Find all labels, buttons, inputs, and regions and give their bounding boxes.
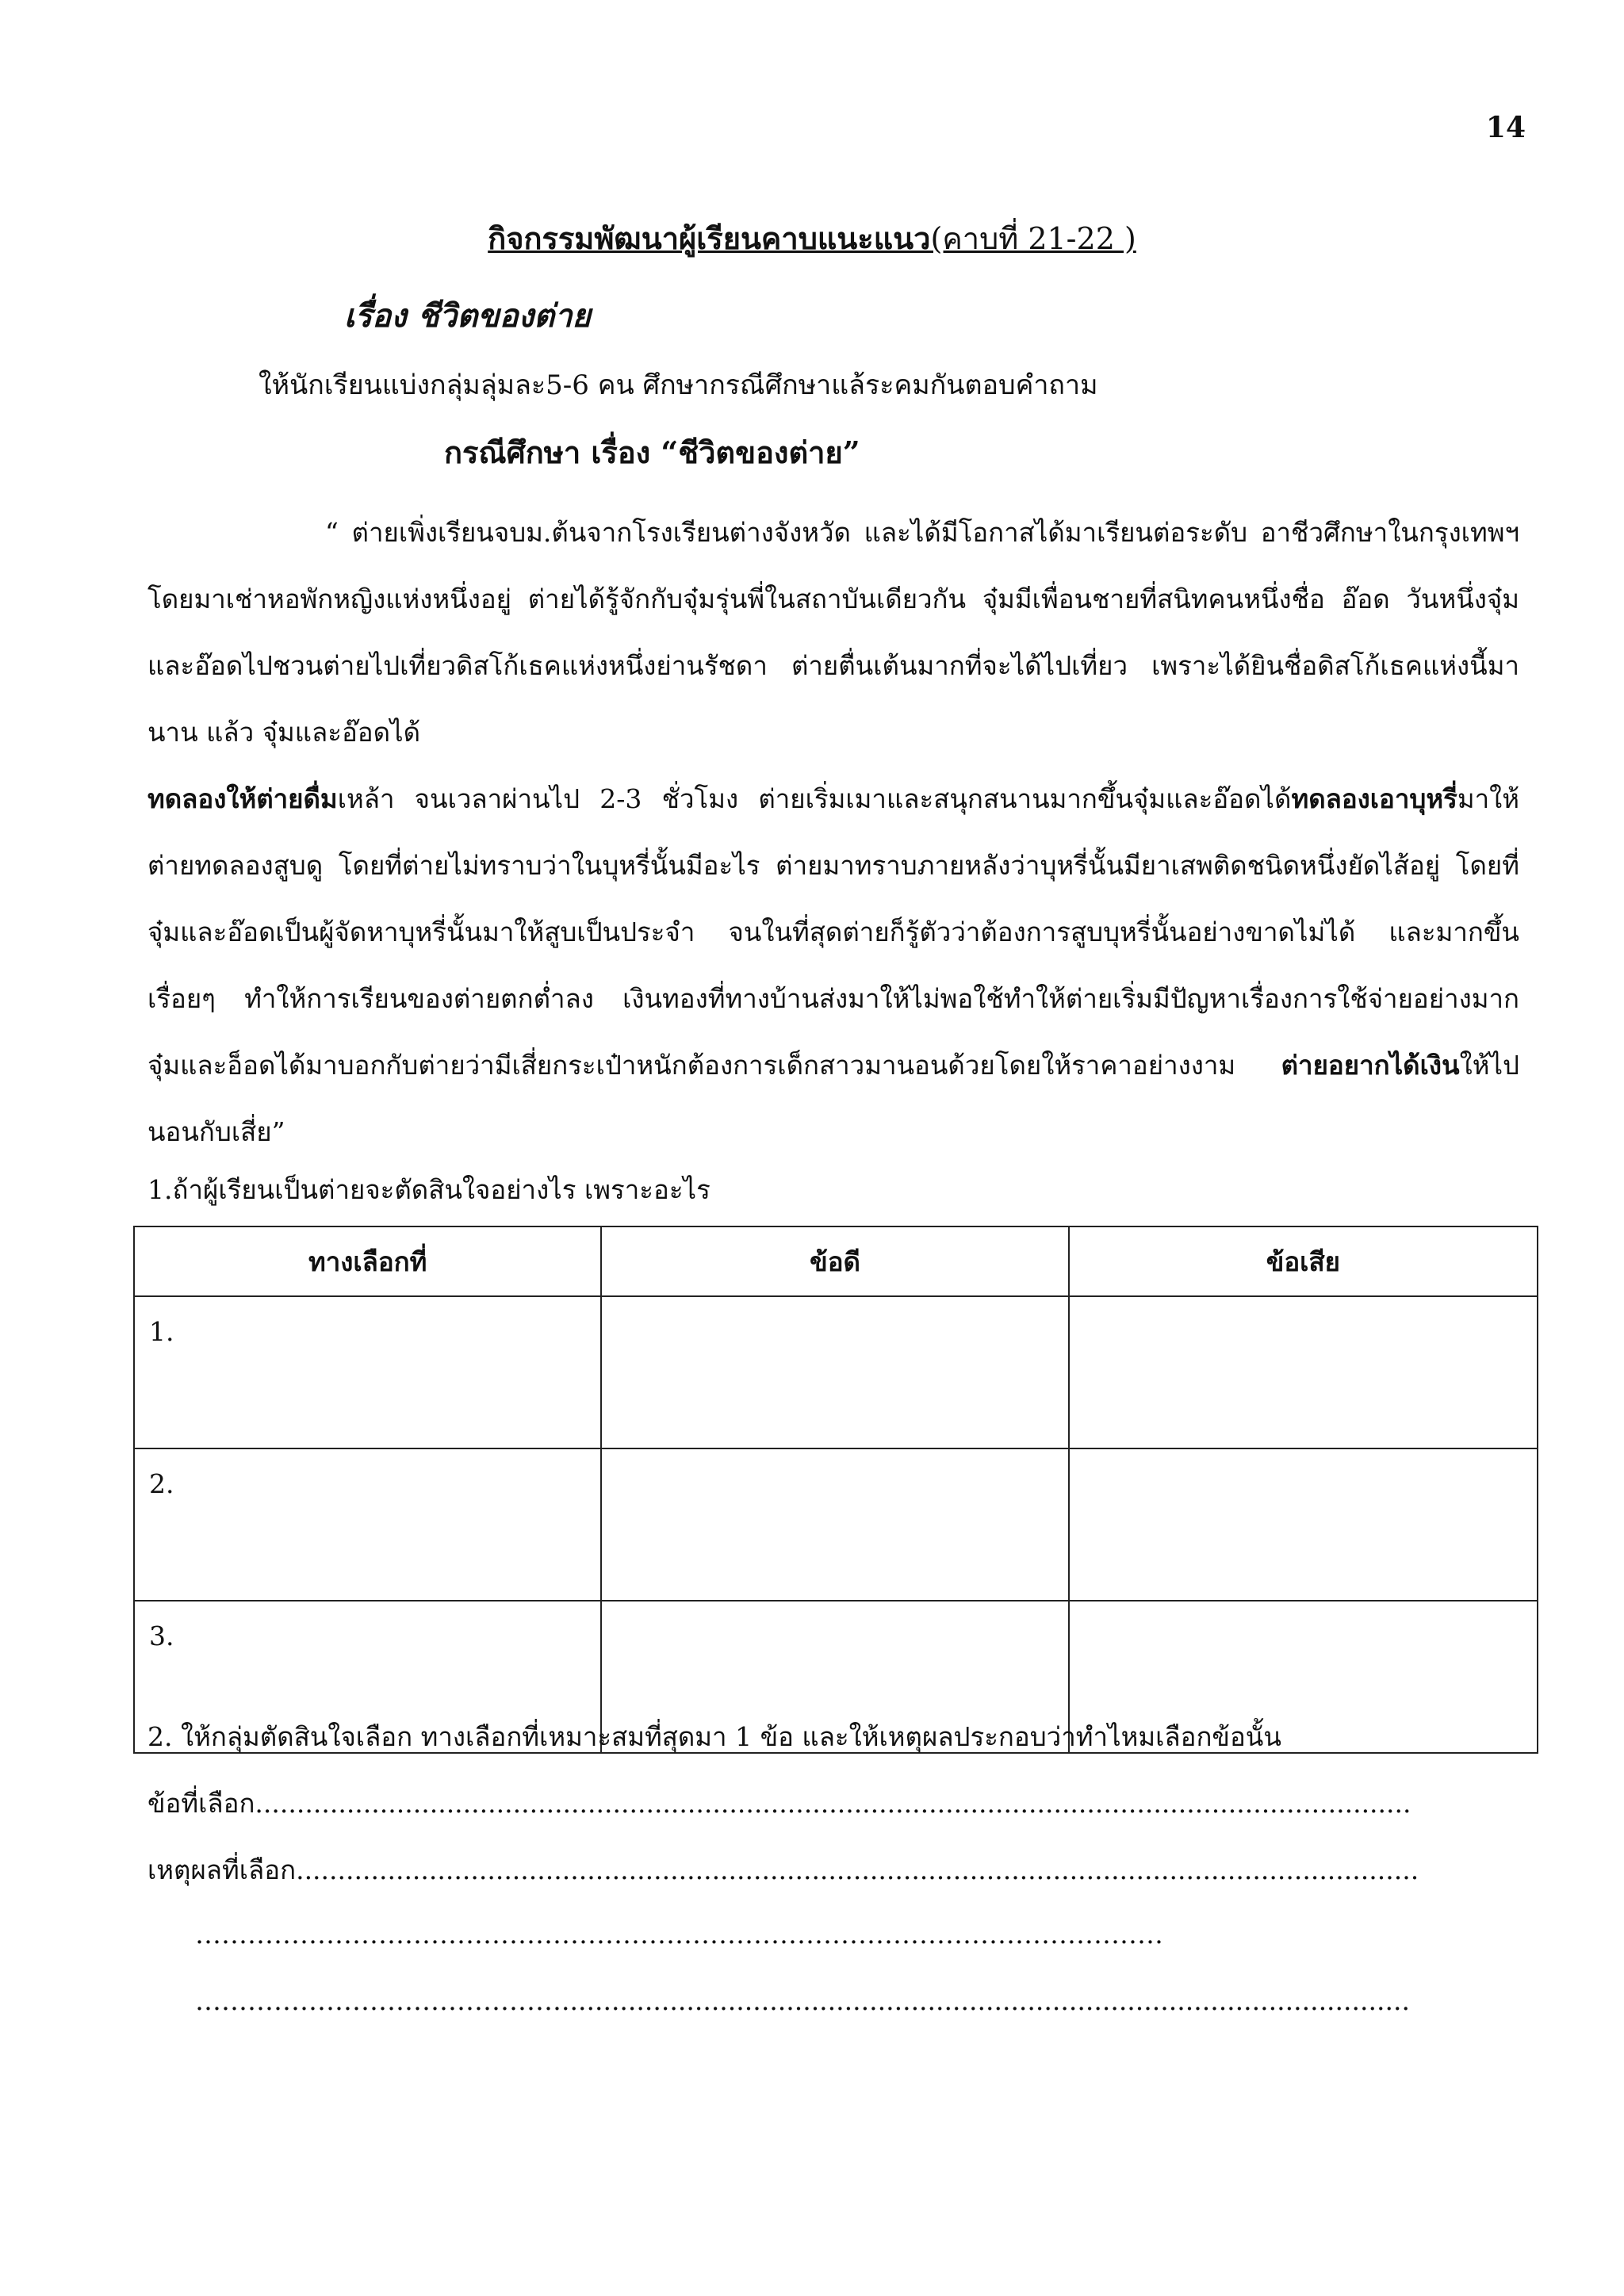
choices-table	[133, 1226, 1538, 1754]
table-row	[134, 1448, 1538, 1601]
story-part-4: ให้ไปนอนกับเสี่ย”	[147, 1050, 1519, 1147]
story-bold-2: ทดลองเอาบุหรี่	[1291, 783, 1457, 814]
story-bold-1: ทดลองให้ต่ายดื่ม	[147, 783, 338, 814]
page-number: 14	[1485, 111, 1526, 144]
case-study-title: กรณีศึกษา เรื่อง “ชีวิตของต่าย”	[444, 434, 860, 470]
page-title	[0, 214, 1624, 262]
story-part-1: “ ต่ายเพิ่งเรียนจบม.ต้นจากโรงเรียนต่างจังหวัด และได้มีโอกาสได้มาเรียนต่อระดับ อาชีวศึกษาในกรุงเทพฯ โดยมาเช่าหอพักหญิงแห่งหนึ่งอยู่ ต่ายได้รู้จักกับจุ๋มรุ่นพี่ในสถาบันเดียวกัน จุ๋มมีเพื่อนชายที่สนิทคนหนึ่งชื่อ อ๊อด วันหนึ่งจุ๋มและอ๊อดไปชวนต่ายไปเที่ยวดิสโก้เธคแห่งหนึ่งย่านรัชดา ต่ายตื่นเต้นมากที่จะได้ไปเที่ยว เพราะได้ยินชื่อดิสโก้เธคแห่งนี้มานาน แล้ว จุ๋มและอ๊อดได้	[147, 517, 1519, 748]
choice-number-cell: 2.	[134, 1448, 601, 1601]
story-part-2: เหล้า จนเวลาผ่านไป 2-3 ชั่วโมง ต่ายเริ่มเมาและสนุกสนานมากขึ้นจุ๋มและอ๊อดได้	[337, 783, 1292, 814]
table-header-row	[134, 1226, 1538, 1296]
story-part-3: มาให้ต่ายทดลองสูบดู โดยที่ต่ายไม่ทราบว่าในบุหรี่นั้นมีอะไร ต่ายมาทราบภายหลังว่าบุหรี่นั้นมียาเสพติดชนิดหนึ่งยัดไส้อยู่ โดยที่จุ๋มและอ๊อดเป็นผู้จัดหาบุหรี่นั้นมาให้สูบเป็นประจำ จนในที่สุดต่ายก็รู้ตัวว่าต้องการสูบบุหรี่นั้นอย่างขาดไม่ได้ และมากขึ้นเรื่อยๆ ทำให้การเรียนของต่ายตกต่ำลง เงินทองที่ทางบ้านส่งมาให้ไม่พอใช้ทำให้ต่ายเริ่มมีปัญหาเรื่องการใช้จ่ายอย่างมาก จุ๋มและอ็อดได้มาบอกกับต่ายว่ามีเสี่ยกระเป๋าหนักต้องการเด็กสาวมานอนด้วยโดยให้ราคาอย่างงาม	[147, 783, 1519, 1081]
case-study-story	[147, 499, 1519, 1165]
answer-line-reason: เหตุผลที่เลือก.......................................................................................................................................	[147, 1854, 1419, 1885]
question-2: 2. ให้กลุ่มตัดสินใจเลือก ทางเลือกที่เหมาะสมที่สุดมา 1 ข้อ และให้เหตุผลประกอบว่าทำไหมเลือกข้อนั้น	[147, 1721, 1281, 1752]
answer-line-4: ……………………………………......................................................................................................	[195, 1985, 1410, 2016]
instruction-text: ให้นักเรียนแบ่งกลุ่มลุ่มละ5-6 คน ศึกษากรณีศึกษาแล้ระคมกันตอบคำถาม	[259, 369, 1098, 401]
topic-heading: เรื่อง ชีวิตของต่าย	[344, 297, 591, 335]
header-cons: ข้อเสีย	[1069, 1226, 1538, 1296]
answer-line-chosen: ข้อที่เลือก...........................................................................................................................................	[147, 1788, 1411, 1819]
choice-number-cell: 3.	[134, 1601, 601, 1753]
choice-number-cell: 1.	[134, 1296, 601, 1448]
pros-cell	[601, 1296, 1068, 1448]
question-1: 1.ถ้าผู้เรียนเป็นต่ายจะตัดสินใจอย่างไร เพราะอะไร	[147, 1174, 710, 1205]
answer-line-3: …………………………………………………………………………………………………	[195, 1919, 1163, 1950]
title-period: (คาบที่ 21-22 )	[930, 221, 1136, 256]
table-row	[134, 1296, 1538, 1448]
pros-cell	[601, 1448, 1068, 1601]
cons-cell	[1069, 1296, 1538, 1448]
story-bold-3: ต่ายอยากได้เงิน	[1281, 1050, 1460, 1081]
header-choice: ทางเลือกที่	[134, 1226, 601, 1296]
title-main: กิจกรรมพัฒนาผู้เรียนคาบแนะแนว	[488, 220, 931, 256]
header-pros: ข้อดี	[601, 1226, 1068, 1296]
cons-cell	[1069, 1448, 1538, 1601]
